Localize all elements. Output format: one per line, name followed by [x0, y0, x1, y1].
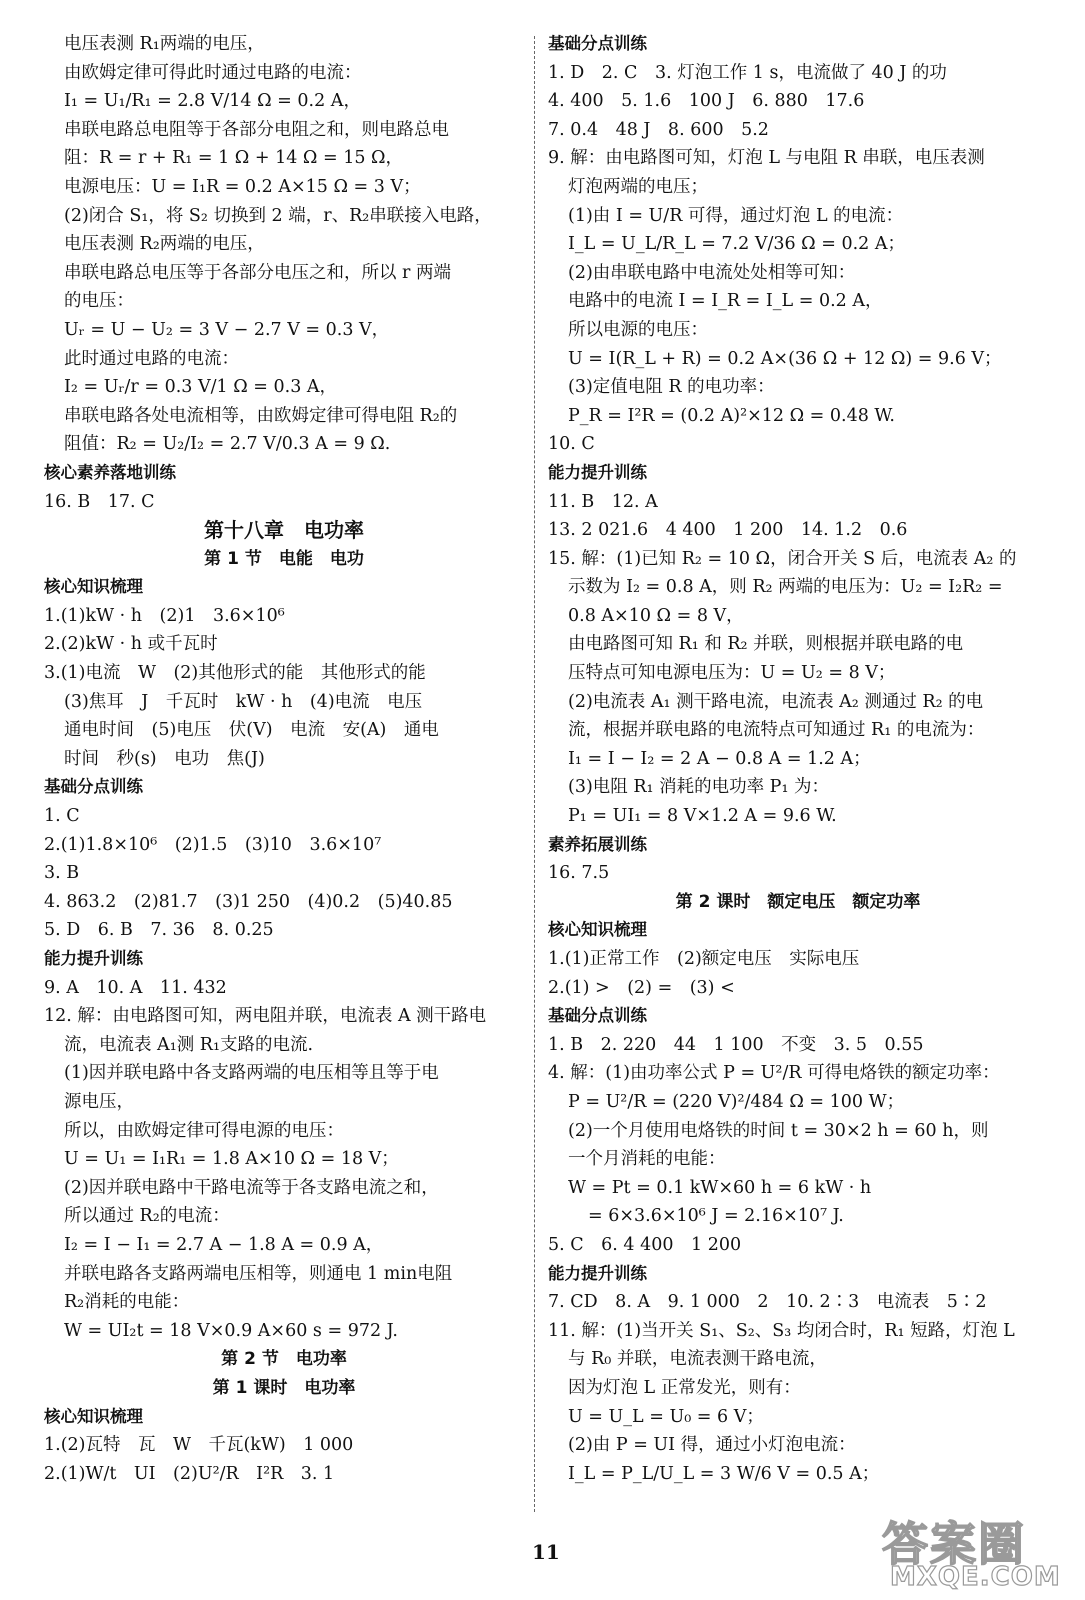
left-column — [44, 30, 524, 1488]
section-heading: 第十八章 电功率 — [204, 518, 364, 543]
text-line: 12. 解：由电路图可知，两电阻并联，电流表 A 测干路电 — [44, 1006, 487, 1027]
text-line: 因为灯泡 L 正常发光，则有： — [568, 1377, 801, 1398]
text-line: I₂ = Uᵣ/r = 0.3 V/1 Ω = 0.3 A， — [64, 377, 338, 398]
text-line: (3)定值电阻 R 的电功率： — [568, 377, 775, 398]
text-line: P₁ = UI₁ = 8 V×1.2 A = 9.6 W. — [568, 806, 837, 827]
section-heading: 第 1 节 电能 电功 — [204, 548, 364, 569]
column-divider — [534, 36, 535, 1512]
text-line: 源电压， — [64, 1091, 134, 1112]
text-line: 13. 2 021.6 4 400 1 200 14. 1.2 0.6 — [548, 520, 908, 541]
text-line: 10. C — [548, 434, 595, 455]
text-line: = 6×3.6×10⁶ J = 2.16×10⁷ J. — [588, 1206, 844, 1227]
section-heading: 素养拓展训练 — [548, 834, 647, 854]
text-line: U = I(R_L + R) = 0.2 A×(36 Ω + 12 Ω) = 9.6 V； — [568, 348, 1002, 369]
text-line: Uᵣ = U − U₂ = 3 V − 2.7 V = 0.3 V， — [64, 319, 390, 340]
text-line: 2.(1) > (2) = (3) < — [548, 977, 735, 998]
text-line: 所以电源的电压： — [568, 319, 708, 340]
text-line: (3)焦耳 J 千瓦时 kW · h (4)电流 电压 — [64, 691, 423, 712]
text-line: 压特点可知电源电压为：U = U₂ = 8 V； — [568, 663, 896, 684]
right-column — [548, 30, 1048, 1488]
section-heading: 第 1 课时 电功率 — [212, 1377, 356, 1398]
text-line: 9. A 10. A 11. 432 — [44, 977, 227, 998]
text-line: 串联电路总电阻等于各部分电阻之和，则电路总电 — [64, 119, 449, 140]
text-line: (1)由 I = U/R 可得，通过灯泡 L 的电流： — [568, 205, 904, 226]
text-line: (2)因并联电路中干路电流等于各支路电流之和， — [64, 1177, 439, 1198]
text-line: 2.(2)kW · h 或千瓦时 — [44, 634, 218, 655]
text-line: 1.(1)正常工作 (2)额定电压 实际电压 — [548, 949, 860, 969]
text-line: 时间 秒(s) 电功 焦(J) — [64, 748, 265, 769]
text-line: 阻值：R₂ = U₂/I₂ = 2.7 V/0.3 A = 9 Ω. — [64, 434, 391, 455]
section-heading: 核心知识梳理 — [44, 577, 143, 597]
text-line: U = U_L = U₀ = 6 V； — [568, 1406, 764, 1427]
text-line: R₂消耗的电能： — [64, 1292, 190, 1313]
text-line: 串联电路总电压等于各部分电压之和，所以 r 两端 — [64, 262, 451, 283]
text-line: I₂ = I − I₁ = 2.7 A − 1.8 A = 0.9 A， — [64, 1234, 384, 1255]
text-line: 灯泡两端的电压； — [568, 176, 708, 197]
text-line: 流，根据并联电路的电流特点可知通过 R₁ 的电流为： — [568, 720, 985, 741]
text-line: 11. B 12. A — [548, 491, 658, 512]
text-line: P_R = I²R = (0.2 A)²×12 Ω = 0.48 W. — [568, 405, 895, 426]
text-line: (2)由串联电路中电流处处相等可知： — [568, 262, 856, 283]
watermark-line1: 答案圈 — [882, 1517, 1026, 1571]
text-line: 16. B 17. C — [44, 491, 155, 512]
text-line: 电压表测 R₂两端的电压， — [64, 234, 265, 255]
text-line: 的电压： — [64, 291, 134, 312]
section-heading: 能力提升训练 — [548, 1263, 647, 1283]
section-heading: 核心素养落地训练 — [44, 462, 176, 482]
text-line: 4. 400 5. 1.6 100 J 6. 880 17.6 — [548, 91, 865, 112]
text-line: 串联电路各处电流相等，由欧姆定律可得电阻 R₂的 — [64, 405, 458, 426]
section-heading: 核心知识梳理 — [548, 920, 647, 940]
text-line: 此时通过电路的电流： — [64, 348, 239, 369]
text-line: 11. 解：(1)当开关 S₁、S₂、S₃ 均闭合时，R₁ 短路，灯泡 L — [548, 1320, 1015, 1341]
text-line: 1.(1)kW · h (2)1 3.6×10⁶ — [44, 605, 285, 626]
text-line: 7. CD 8. A 9. 1 000 2 10. 2∶3 电流表 5∶2 — [548, 1292, 987, 1313]
section-heading: 能力提升训练 — [44, 949, 143, 968]
text-line: I₁ = I − I₂ = 2 A − 0.8 A = 1.2 A； — [568, 748, 871, 769]
text-line: 3.(1)电流 W (2)其他形式的能 其他形式的能 — [44, 663, 426, 684]
text-line: 通电时间 (5)电压 伏(V) 电流 安(A) 通电 — [64, 720, 439, 741]
text-line: 电压表测 R₁两端的电压， — [64, 34, 265, 54]
text-line: 并联电路各支路两端电压相等，则通电 1 min电阻 — [64, 1263, 453, 1284]
text-line: 流，电流表 A₁测 R₁支路的电流. — [64, 1034, 314, 1055]
text-line: P = U²/R = (220 V)²/484 Ω = 100 W； — [568, 1091, 905, 1112]
section-heading: 能力提升训练 — [548, 462, 647, 482]
text-line: 阻：R = r + R₁ = 1 Ω + 14 Ω = 15 Ω， — [64, 148, 404, 169]
text-line: W = Pt = 0.1 kW×60 h = 6 kW · h — [568, 1177, 872, 1198]
text-line: 15. 解：(1)已知 R₂ = 10 Ω，闭合开关 S 后，电流表 A₂ 的 — [548, 548, 1017, 569]
text-line: 2.(1)W/t UI (2)U²/R I²R 3. 1 — [44, 1463, 335, 1484]
text-line: 4. 863.2 (2)81.7 (3)1 250 (4)0.2 (5)40.85 — [44, 891, 453, 912]
text-line: I₁ = U₁/R₁ = 2.8 V/14 Ω = 0.2 A， — [64, 91, 361, 112]
watermark-logo — [882, 1508, 1072, 1594]
text-line: 由欧姆定律可得此时通过电路的电流： — [64, 62, 362, 83]
text-line: 所以，由欧姆定律可得电源的电压： — [64, 1120, 344, 1141]
text-line: 一个月消耗的电能： — [568, 1149, 726, 1170]
text-line: U = U₁ = I₁R₁ = 1.8 A×10 Ω = 18 V； — [64, 1149, 399, 1170]
text-line: I_L = P_L/U_L = 3 W/6 V = 0.5 A； — [568, 1463, 880, 1484]
section-heading: 基础分点训练 — [548, 1006, 647, 1026]
text-line: 与 R₀ 并联，电流表测干路电流， — [568, 1349, 827, 1370]
text-line: 2.(1)1.8×10⁶ (2)1.5 (3)10 3.6×10⁷ — [44, 834, 382, 855]
text-line: (2)电流表 A₁ 测干路电流，电流表 A₂ 测通过 R₂ 的电 — [568, 691, 984, 712]
section-heading: 核心知识梳理 — [44, 1406, 143, 1426]
text-line: (3)电阻 R₁ 消耗的电功率 P₁ 为： — [568, 777, 830, 798]
text-line: 电源电压：U = I₁R = 0.2 A×15 Ω = 3 V； — [64, 176, 421, 197]
text-line: 0.8 A×10 Ω = 8 V， — [568, 605, 744, 626]
text-line: 1. B 2. 220 44 1 100 不变 3. 5 0.55 — [548, 1034, 924, 1055]
text-line: I_L = U_L/R_L = 7.2 V/36 Ω = 0.2 A； — [568, 234, 906, 255]
text-line: (1)因并联电路中各支路两端的电压相等且等于电 — [64, 1063, 439, 1084]
text-line: 5. D 6. B 7. 36 8. 0.25 — [44, 920, 274, 941]
page-number: 11 — [532, 1540, 560, 1564]
watermark-line2: MXQE.COM — [890, 1562, 1061, 1592]
text-line: 4. 解：(1)由功率公式 P = U²/R 可得电烙铁的额定功率： — [548, 1063, 1000, 1084]
text-line: 7. 0.4 48 J 8. 600 5.2 — [548, 119, 769, 140]
text-line: (2)闭合 S₁，将 S₂ 切换到 2 端，r、R₂串联接入电路， — [64, 205, 492, 226]
text-line: (2)由 P = UI 得，通过小灯泡电流： — [568, 1435, 856, 1456]
text-line: 5. C 6. 4 400 1 200 — [548, 1234, 742, 1255]
section-heading: 基础分点训练 — [44, 777, 143, 797]
text-line: 9. 解：由电路图可知，灯泡 L 与电阻 R 串联，电压表测 — [548, 148, 985, 169]
text-line: 3. B — [44, 863, 80, 884]
text-line: 电路中的电流 I = I_R = I_L = 0.2 A， — [568, 291, 883, 312]
section-heading: 基础分点训练 — [548, 34, 647, 53]
text-line: 由电路图可知 R₁ 和 R₂ 并联，则根据并联电路的电 — [568, 634, 964, 655]
section-heading: 第 2 课时 额定电压 额定功率 — [675, 891, 921, 912]
text-line: 示数为 I₂ = 0.8 A，则 R₂ 两端的电压为：U₂ = I₂R₂ = — [568, 577, 1003, 598]
text-line: 16. 7.5 — [548, 863, 610, 884]
text-line: W = UI₂t = 18 V×0.9 A×60 s = 972 J. — [64, 1320, 398, 1341]
text-line: (2)一个月使用电烙铁的时间 t = 30×2 h = 60 h，则 — [568, 1120, 989, 1141]
text-line: 1. C — [44, 806, 80, 827]
text-line: 1. D 2. C 3. 灯泡工作 1 s，电流做了 40 J 的功 — [548, 62, 947, 83]
text-line: 所以通过 R₂的电流： — [64, 1206, 230, 1227]
section-heading: 第 2 节 电功率 — [221, 1349, 347, 1370]
text-line: 1.(2)瓦特 瓦 W 千瓦(kW) 1 000 — [44, 1435, 354, 1456]
